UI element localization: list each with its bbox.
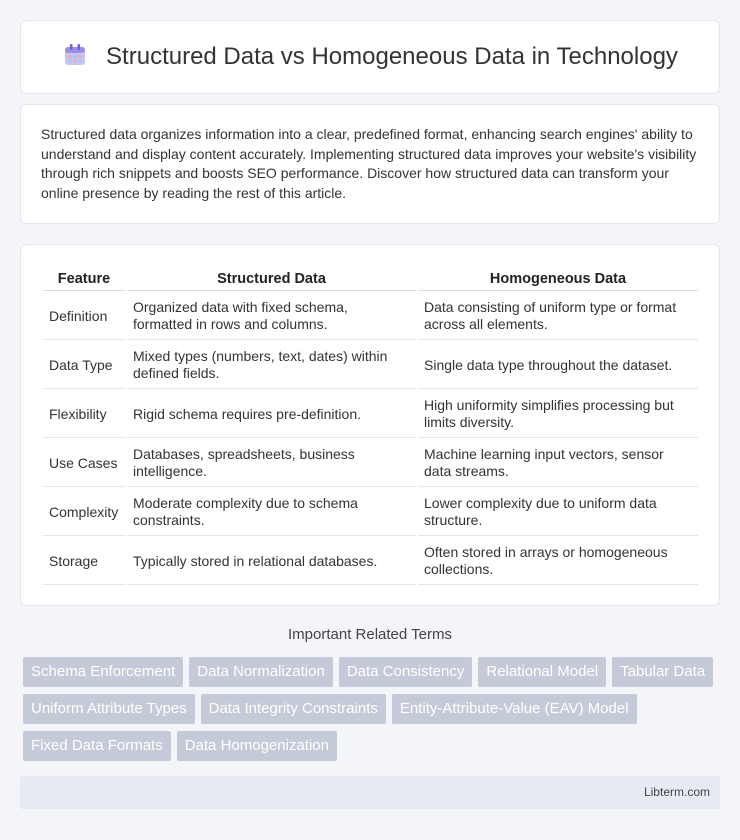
row-structured: Databases, spreadsheets, business intelligence. (127, 440, 416, 487)
term-tag[interactable]: Uniform Attribute Types (23, 694, 195, 724)
comparison-card (20, 244, 720, 606)
row-feature: Use Cases (43, 440, 125, 487)
row-feature: Definition (43, 293, 125, 340)
table-row (43, 489, 698, 536)
calendar-icon (62, 42, 88, 73)
table-header-row (43, 267, 698, 291)
term-tag[interactable]: Data Integrity Constraints (201, 694, 386, 724)
row-homogeneous: Lower complexity due to uniform data structure. (418, 489, 698, 536)
comparison-table (41, 265, 700, 587)
related-terms-list (23, 657, 723, 761)
header-structured-data: Structured Data (127, 267, 416, 291)
row-homogeneous: Data consisting of uniform type or format across all elements. (418, 293, 698, 340)
related-terms-title: Important Related Terms (288, 626, 452, 643)
intro-card (20, 104, 720, 224)
header-card (20, 20, 720, 94)
footer (20, 776, 720, 809)
row-structured: Typically stored in relational databases. (127, 538, 416, 585)
term-tag[interactable]: Tabular Data (612, 657, 713, 687)
row-homogeneous: High uniformity simplifies processing but limits diversity. (418, 391, 698, 438)
row-feature: Storage (43, 538, 125, 585)
term-tag[interactable]: Relational Model (478, 657, 606, 687)
term-tag[interactable]: Schema Enforcement (23, 657, 183, 687)
term-tag[interactable]: Fixed Data Formats (23, 731, 171, 761)
row-homogeneous: Often stored in arrays or homogeneous collections. (418, 538, 698, 585)
row-feature: Complexity (43, 489, 125, 536)
table-row (43, 538, 698, 585)
term-tag[interactable]: Data Normalization (189, 657, 333, 687)
table-row (43, 391, 698, 438)
row-homogeneous: Single data type throughout the dataset. (418, 342, 698, 389)
page-title: Structured Data vs Homogeneous Data in Technology (106, 43, 678, 70)
table-row (43, 293, 698, 340)
term-tag[interactable]: Data Homogenization (177, 731, 337, 761)
row-structured: Rigid schema requires pre-definition. (127, 391, 416, 438)
row-structured: Organized data with fixed schema, formatted in rows and columns. (127, 293, 416, 340)
row-homogeneous: Machine learning input vectors, sensor data streams. (418, 440, 698, 487)
table-row (43, 440, 698, 487)
header-feature: Feature (43, 267, 125, 291)
term-tag[interactable]: Data Consistency (339, 657, 473, 687)
header-homogeneous-data: Homogeneous Data (418, 267, 698, 291)
row-feature: Data Type (43, 342, 125, 389)
row-feature: Flexibility (43, 391, 125, 438)
footer-site-link[interactable]: Libterm.com (643, 785, 710, 799)
intro-text: Structured data organizes information into a clear, predefined format, enhancing search engines' ability to understand and display content accurately. Implementing structured data improves your website's visibility through rich snippets and boosts SEO performance. Discover how structured data can transform your online presence by reading the rest of this article. (41, 126, 697, 201)
row-structured: Mixed types (numbers, text, dates) within defined fields. (127, 342, 416, 389)
row-structured: Moderate complexity due to schema constraints. (127, 489, 416, 536)
term-tag[interactable]: Entity-Attribute-Value (EAV) Model (392, 694, 637, 724)
table-row (43, 342, 698, 389)
